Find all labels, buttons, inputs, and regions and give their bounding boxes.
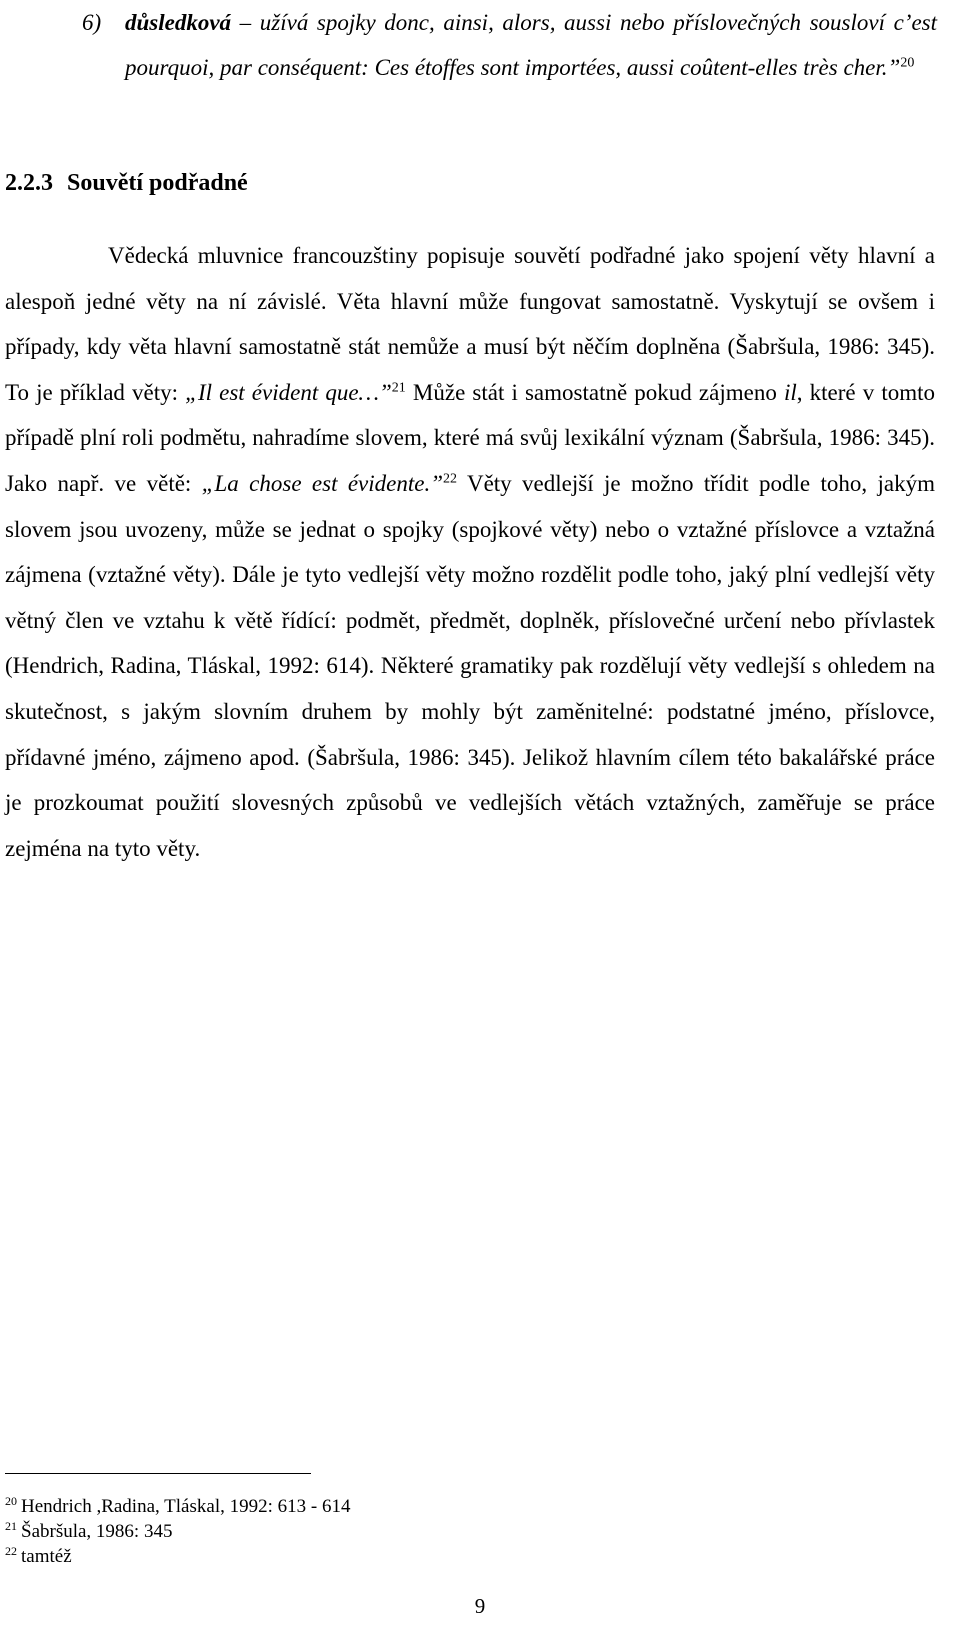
footnotes (5, 1494, 350, 1569)
footnote-number: 20 (5, 1493, 17, 1508)
footnote-ref-22[interactable]: 22 (443, 471, 457, 487)
list-item-text: – užívá spojky donc, ainsi, alors, aussi nebo příslovečných sousloví c’est pourquoi, par conséquent: Ces étoffes sont importées, aussi coûtent-elles très cher. (125, 10, 937, 80)
footnote-text: tamtéž (21, 1546, 72, 1567)
footnote-text: Hendrich ,Radina, Tláskal, 1992: 613 - 614 (21, 1496, 351, 1517)
pronoun-il: il (783, 379, 797, 405)
paragraph-text-1: Vědecká mluvnice francouzštiny popisuje souvětí podřadné jako spojení věty hlavní a alespoň jedné věty na ní závislé. Věta hlavní může fungovat samostatně. Vyskytují se ovšem i případy, kdy věta hlavní samostatně stát nemůže a musí být něčím doplněna (Šabršula, 1986: 345). To je příklad věty: (5, 243, 935, 405)
footnote-ref-20[interactable]: 20 (900, 55, 915, 71)
list-item-number: 6) (82, 10, 102, 35)
section-heading (5, 163, 248, 203)
footnote-20 (5, 1494, 350, 1519)
footnote-21 (5, 1519, 350, 1544)
section-title: Souvětí podřadné (67, 170, 248, 196)
section-number: 2.2.3 (5, 170, 53, 196)
footnote-ref-21[interactable]: 21 (391, 380, 406, 396)
list-item-term: důsledková (125, 10, 232, 35)
footnote-number: 22 (5, 1543, 17, 1558)
paragraph-text-2: Může stát i samostatně pokud zájmeno (405, 379, 784, 405)
paragraph-text-4: Věty vedlejší je možno třídit podle toho, jakým slovem jsou uvozeny, může se jednat o spojky (spojkové věty) nebo o vztažné příslovce a vztažná zájmena (vztažné věty). Dále je tyto vedlejší věty možno rozdělit podle toho, jaký plní vedlejší věty větný člen ve vztahu k větě řídící: podmět, předmět, doplněk, příslovečné určení nebo přívlastek (Hendrich, Radina, Tláskal, 1992: 614). Některé gramatiky pak rozdělují věty vedlejší s ohledem na skutečnost, s jakým slovním druhem by mohly být zaměnitelné: podstatné jméno, příslovce, přídavné jméno, zájmeno apod. (Šabršula, 1986: 345). Jelikož hlavním cílem této bakalářské práce je prozkoumat použití slovesných způsobů ve vedlejších větách vztažných, zaměřuje se práce zejména na tyto věty. (5, 470, 936, 861)
footnote-22 (5, 1544, 350, 1569)
close-quote: ” (887, 55, 901, 80)
body-paragraph (5, 233, 935, 871)
paragraph-text-3: , které v tomto případě plní roli podmětu, nahradíme slovem, které má svůj lexikální význam (Šabršula, 1986: 345). Jako např. ve větě: (5, 379, 935, 496)
footnote-text: Šabršula, 1986: 345 (21, 1521, 173, 1542)
footnote-number: 21 (5, 1518, 17, 1533)
footnote-separator (5, 1473, 311, 1474)
page-number: 9 (474, 1594, 486, 1618)
example-sentence-2: „La chose est évidente.” (201, 470, 443, 496)
list-item-consecutive (82, 0, 937, 90)
example-sentence-1: „Il est évident que…” (185, 379, 392, 405)
list-item-body (125, 0, 937, 90)
